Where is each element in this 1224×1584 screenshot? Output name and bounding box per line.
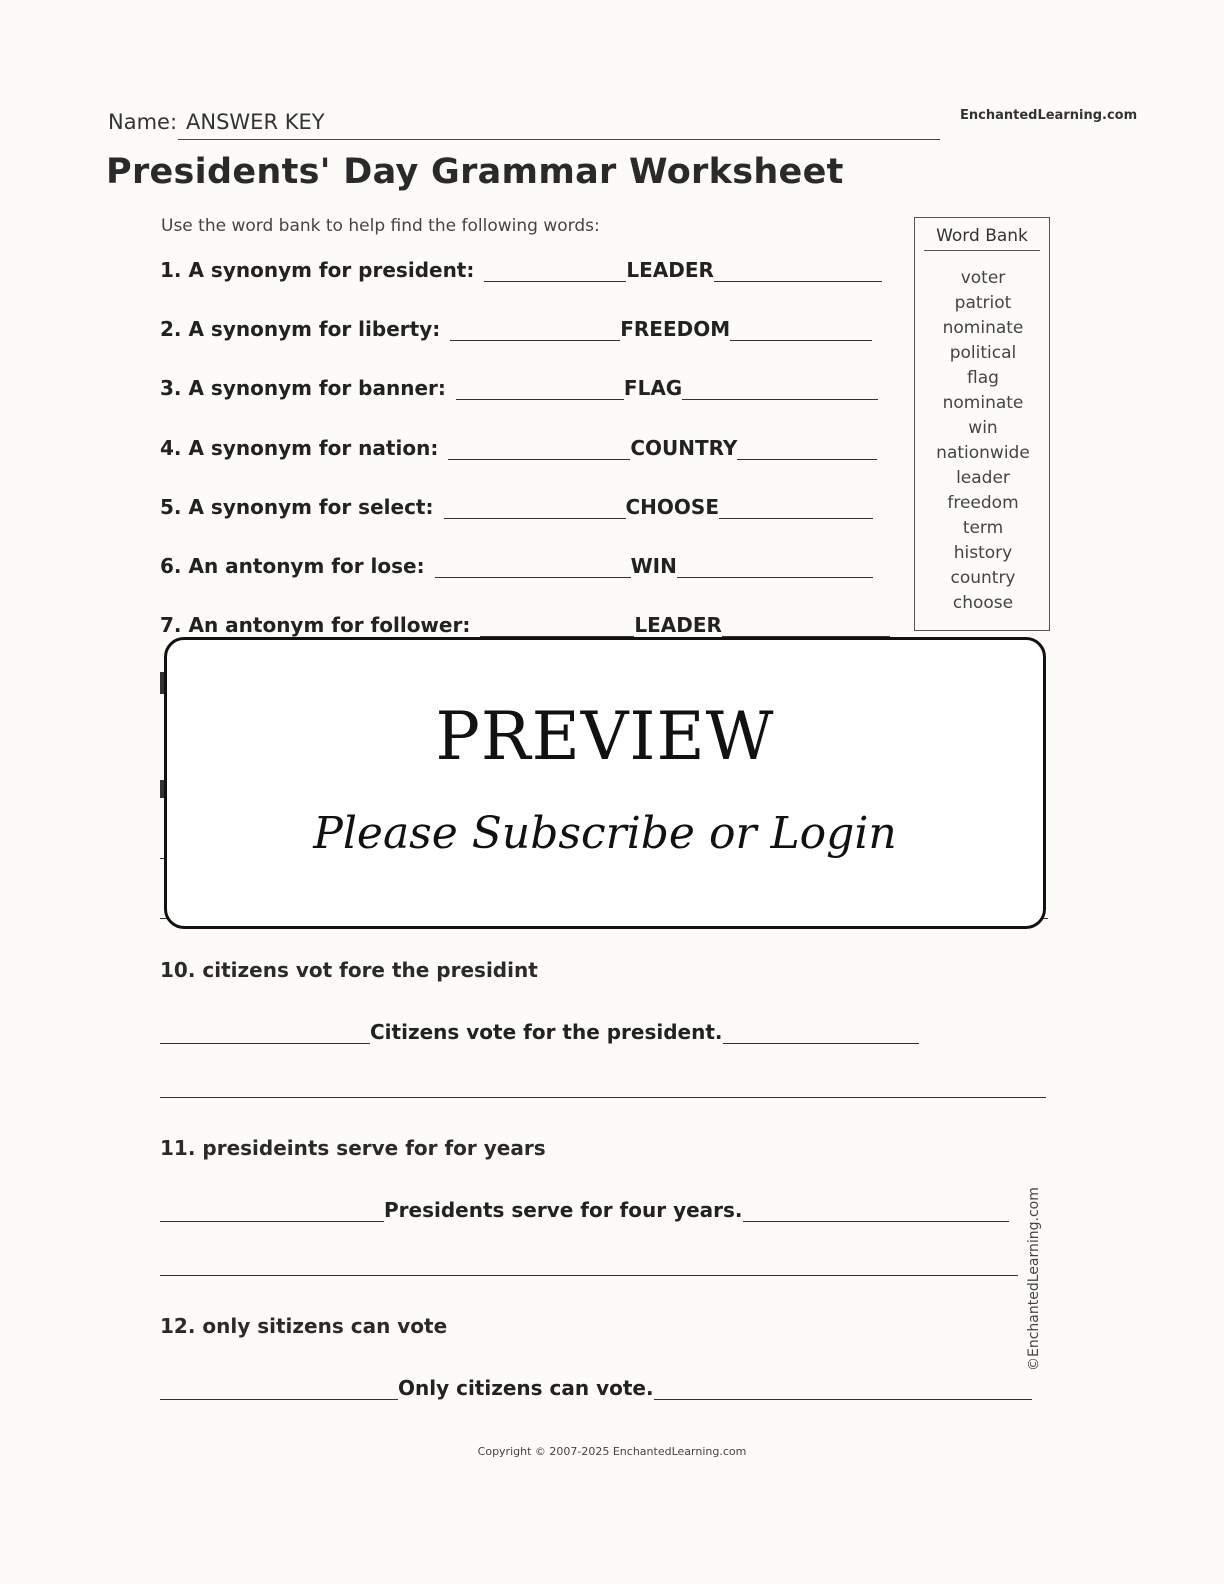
site-link[interactable]: EnchantedLearning.com (960, 108, 1138, 123)
question-row (160, 489, 873, 519)
word-bank-item: term (962, 518, 1004, 538)
question-prompt: 3. A synonym for banner: (160, 376, 446, 400)
answer-blank (450, 318, 620, 341)
word-bank-item: voter (960, 268, 1006, 288)
word-bank-item: patriot (954, 293, 1012, 313)
answer-blank (480, 614, 634, 637)
answer-blank (435, 555, 631, 578)
answer-text: Presidents serve for four years. (384, 1198, 743, 1222)
answer-blank (677, 555, 873, 578)
question-row (160, 607, 890, 637)
correction-row (160, 1014, 919, 1044)
word-bank-item: choose (952, 593, 1014, 613)
question-prompt: 5. A synonym for select: (160, 495, 434, 519)
side-copyright: ©EnchantedLearning.com (1026, 1187, 1042, 1371)
answer-blank (743, 1199, 1009, 1222)
instructions: Use the word bank to help find the following words: (161, 216, 600, 236)
answer-blank (723, 1021, 919, 1044)
answer-blank (730, 318, 872, 341)
answer-blank (719, 496, 873, 519)
name-field[interactable]: ANSWER KEY (178, 110, 940, 140)
question-row (160, 370, 878, 400)
answer-blank (160, 1199, 384, 1222)
word-bank-item: freedom (947, 493, 1019, 513)
word-bank-item: win (968, 418, 998, 438)
answer-blank (682, 377, 878, 400)
question-row (160, 548, 873, 578)
answer-text: LEADER (626, 258, 714, 282)
correction-prompt: 10. citizens vot fore the presidint (160, 958, 538, 982)
question-prompt: 4. A synonym for nation: (160, 436, 439, 460)
question-prompt: 7. An antonym for follower: (160, 613, 471, 637)
answer-text: WIN (630, 554, 677, 578)
answer-text: FREEDOM (620, 317, 731, 341)
answer-blank (160, 1021, 370, 1044)
word-bank-item: leader (956, 468, 1010, 488)
preview-title: PREVIEW (435, 698, 775, 775)
answer-blank (654, 1377, 1032, 1400)
correction-row (160, 1192, 1009, 1222)
answer-text: FLAG (623, 376, 683, 400)
correction-row (160, 1370, 1032, 1400)
word-bank-item: nominate (942, 393, 1024, 413)
word-bank-list (915, 266, 1051, 616)
answer-text: Only citizens can vote. (398, 1376, 654, 1400)
answer-line (160, 1275, 1018, 1276)
correction-prompt: 11. presideints serve for for years (160, 1136, 546, 1160)
answer-text: Citizens vote for the president. (370, 1020, 723, 1044)
answer-text: CHOOSE (625, 495, 719, 519)
word-bank (914, 217, 1050, 631)
answer-blank (737, 437, 877, 460)
answer-blank (160, 1377, 398, 1400)
name-label: Name: (108, 110, 178, 134)
question-row (160, 252, 882, 282)
word-bank-item: nationwide (936, 443, 1030, 463)
answer-blank (448, 437, 630, 460)
word-bank-item: political (949, 343, 1017, 363)
question-row (160, 311, 872, 341)
question-prompt: 1. A synonym for president: (160, 258, 475, 282)
answer-text: COUNTRY (630, 436, 738, 460)
question-prompt: 6. An antonym for lose: (160, 554, 425, 578)
word-bank-item: history (953, 543, 1013, 563)
answer-blank (444, 496, 626, 519)
answer-blank (456, 377, 624, 400)
answer-text: LEADER (634, 613, 722, 637)
page-title: Presidents' Day Grammar Worksheet (106, 152, 844, 192)
word-bank-item: country (950, 568, 1016, 588)
word-bank-item: flag (967, 368, 999, 388)
word-bank-title: Word Bank (924, 226, 1040, 251)
correction-prompt: 12. only sitizens can vote (160, 1314, 448, 1338)
preview-overlay[interactable] (164, 637, 1046, 929)
subscribe-login-link[interactable]: Please Subscribe or Login (313, 808, 897, 859)
question-row (160, 430, 877, 460)
answer-blank (484, 259, 626, 282)
answer-blank (714, 259, 882, 282)
question-prompt: 2. A synonym for liberty: (160, 317, 441, 341)
word-bank-item: nominate (942, 318, 1024, 338)
answer-blank (722, 614, 890, 637)
answer-line (160, 1097, 1046, 1098)
footer-copyright: Copyright © 2007-2025 EnchantedLearning.com (477, 1445, 747, 1458)
